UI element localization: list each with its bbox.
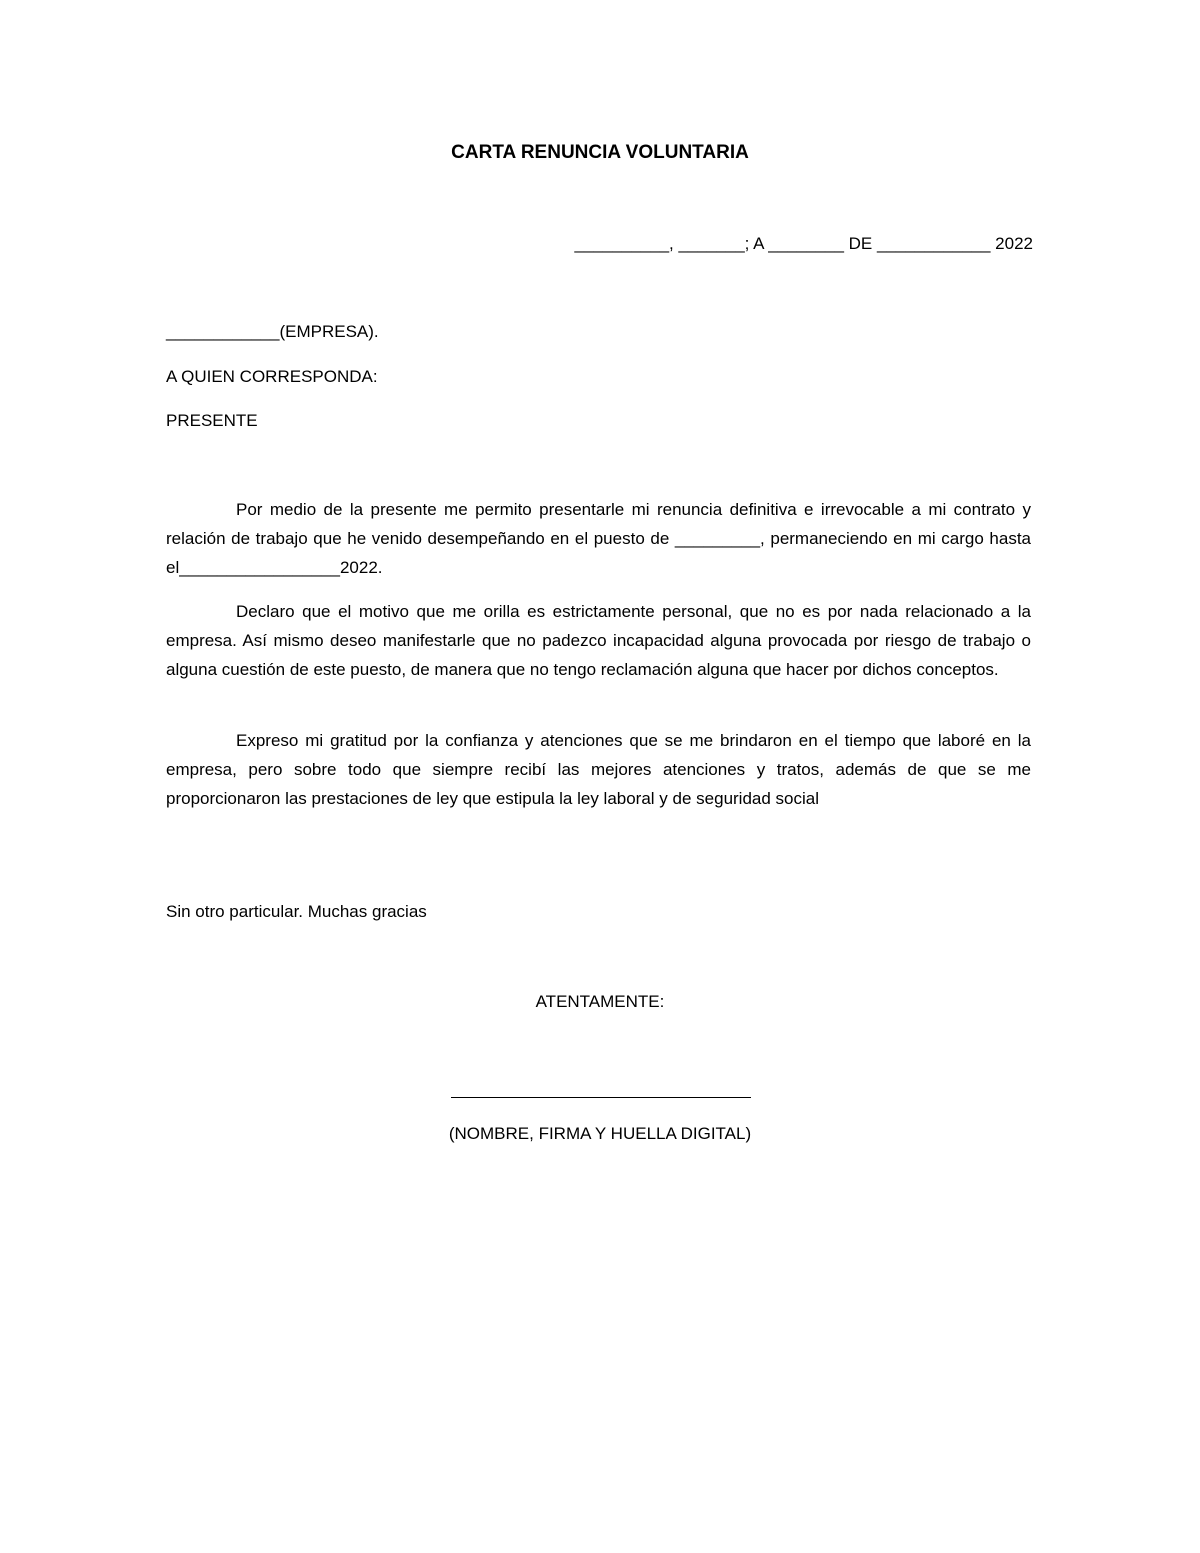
closing-line: Sin otro particular. Muchas gracias xyxy=(166,902,427,921)
signature-line xyxy=(451,1097,751,1098)
document-title: CARTA RENUNCIA VOLUNTARIA xyxy=(451,142,749,163)
salutation: A QUIEN CORRESPONDA: xyxy=(166,367,378,386)
company-line: ____________(EMPRESA). xyxy=(166,322,379,341)
regards-line: ATENTAMENTE: xyxy=(535,992,665,1011)
paragraph-resignation: Por medio de la presente me permito presentarle mi renuncia definitiva e irrevocable a mi contrato y relación de trabajo que he venido desempeñando en el puesto de _________, permaneciendo en mi cargo hasta el_________________2022. xyxy=(166,500,1031,577)
paragraph-reason: Declaro que el motivo que me orilla es estrictamente personal, que no es por nada relacionado a la empresa. Así mismo deseo manifestarle que no padezco incapacidad alguna provocada por riesgo de trabajo o alguna cuestión de este puesto, de manera que no tengo reclamación alguna que hacer por dichos conceptos. xyxy=(166,602,1031,679)
present-line: PRESENTE xyxy=(166,411,258,430)
date-line: __________, _______; A ________ DE ____________ 2022 xyxy=(574,234,1033,253)
paragraph-gratitude: Expreso mi gratitud por la confianza y atenciones que se me brindaron en el tiempo que laboré en la empresa, pero sobre todo que siempre recibí las mejores atenciones y tratos, además de que se me proporcionaron las prestaciones de ley que estipula la ley laboral y de seguridad social xyxy=(166,731,1031,808)
signature-caption: (NOMBRE, FIRMA Y HUELLA DIGITAL) xyxy=(448,1124,752,1143)
